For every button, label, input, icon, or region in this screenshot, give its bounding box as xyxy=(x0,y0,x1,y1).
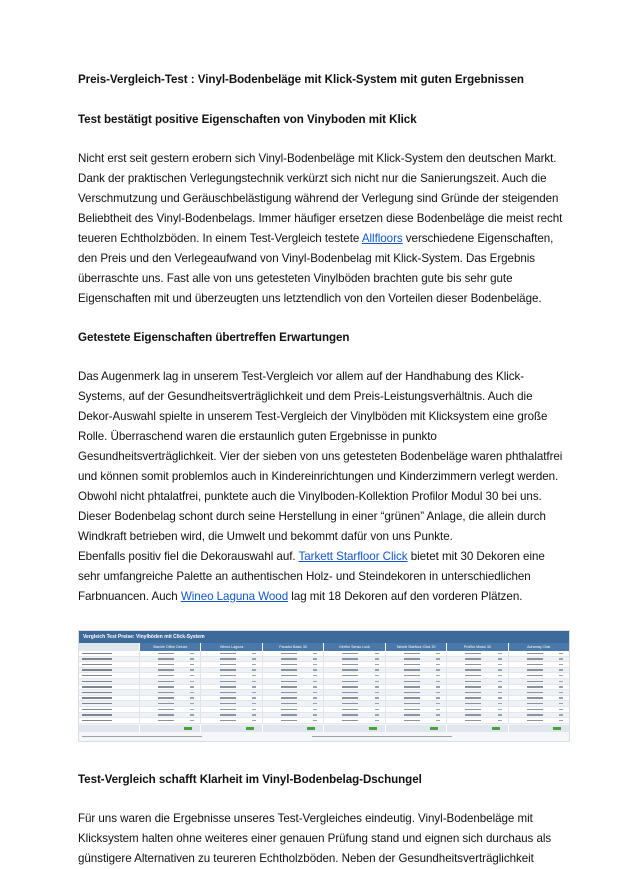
comparison-table-cell xyxy=(508,668,569,673)
comparison-table-row xyxy=(79,718,569,724)
comparison-table-cell xyxy=(385,679,446,684)
comparison-table-image xyxy=(78,630,570,742)
comparison-table-footnote xyxy=(82,734,570,739)
allfloors-link[interactable]: Allfloors xyxy=(361,232,403,245)
comparison-table-cell xyxy=(446,651,507,656)
comparison-table-rows xyxy=(79,651,569,724)
comparison-table-cell xyxy=(262,685,323,690)
comparison-table-cell xyxy=(323,651,384,656)
comparison-table-cell xyxy=(446,696,507,701)
paragraph-intro xyxy=(78,149,570,309)
comparison-table-row-label xyxy=(79,701,139,706)
comparison-table-cell xyxy=(508,707,569,712)
comparison-table-cell xyxy=(262,690,323,695)
comparison-table-cell xyxy=(323,690,384,695)
comparison-table-cell xyxy=(200,651,261,656)
comparison-table-cell xyxy=(446,668,507,673)
comparison-table-cell xyxy=(200,668,261,673)
comparison-table-cell xyxy=(323,679,384,684)
comparison-table-cell xyxy=(139,668,200,673)
comparison-table-row-label xyxy=(79,673,139,678)
comparison-table-cell xyxy=(200,696,261,701)
comparison-table-cell xyxy=(139,685,200,690)
document-title: Preis-Vergleich-Test : Vinyl-Bodenbeläge mit Klick-System mit guten Ergebnissen xyxy=(78,73,524,86)
paragraph-eigenschaften-text-3: bietet mit 30 Dekoren eine sehr umfangreiche Palette an authentischen Holz- und Steindekoren in unterschiedlichen Farbnuancen. Auch xyxy=(78,550,545,603)
comparison-table-cell xyxy=(200,662,261,667)
comparison-table-cell xyxy=(385,657,446,662)
comparison-table-row-label xyxy=(79,685,139,690)
comparison-table-cell xyxy=(446,679,507,684)
section-heading-klarheit: Test-Vergleich schafft Klarheit im Vinyl-Bodenbelag-Dschungel xyxy=(78,773,422,786)
comparison-table-cell xyxy=(385,701,446,706)
comparison-table-cell xyxy=(262,668,323,673)
comparison-table-cell xyxy=(262,718,323,723)
comparison-table-cell xyxy=(139,679,200,684)
comparison-table-cell xyxy=(446,713,507,718)
comparison-table-cell xyxy=(139,707,200,712)
comparison-table-cell xyxy=(323,668,384,673)
comparison-table-cell xyxy=(200,701,261,706)
comparison-table-cell xyxy=(446,707,507,712)
tarkett-starfloor-link[interactable]: Tarkett Starfloor Click xyxy=(298,550,408,563)
comparison-table-cell xyxy=(139,713,200,718)
comparison-table-cell xyxy=(200,690,261,695)
comparison-table-header xyxy=(79,643,569,651)
comparison-table-totals-label xyxy=(79,725,139,732)
comparison-table-cell xyxy=(508,685,569,690)
comparison-table-column: Gerflor Senso Lock xyxy=(323,643,384,651)
comparison-table-cell xyxy=(139,718,200,723)
comparison-table-column: Tarkett Starfloor Click 30 xyxy=(385,643,446,651)
comparison-table-cell xyxy=(323,707,384,712)
comparison-table-cell xyxy=(139,651,200,656)
comparison-table-cell xyxy=(262,679,323,684)
comparison-table-cell xyxy=(385,685,446,690)
comparison-table-cell xyxy=(200,718,261,723)
paragraph-intro-text-2: verschiedene Eigenschaften, den Preis und den Verlegeaufwand von Vinyl-Bodenbelag mit Klick-System. Das Ergebnis überraschte uns. Fast alle von uns getesteten Vinylböden brachten gute bis sehr gute Eigenschaften mit und überzeugten uns letztendlich von den Vorteilen dieser Bodenbeläge. xyxy=(78,232,554,305)
comparison-table-column: Parador Basic 30 xyxy=(262,643,323,651)
paragraph-eigenschaften-text-1: Das Augenmerk lag in unserem Test-Vergleich vor allem auf der Handhabung des Klick-Systems, auf der Gesundheitsverträglichkeit und dem Preis-Leistungsverhältnis. Auch die Dekor-Auswahl spielte in unserem Test-Vergleich der Vinylböden mit Klicksystem eine große Rolle. Überraschend waren die erstaunlich guten Ergebnisse in punkto Gesundheitsverträglichkeit. Vier der sieben von uns getesteten Bodenbeläge waren phthalatfrei und können somit problemlos auch in Kindereinrichtungen und Kinderzimmern verlegt werden. Obwohl nicht phtalatfrei, punktete auch die Vinylboden-Kollektion Profilor Modul 30 bei uns. Dieser Bodenbelag schont durch seine Herstellung in einer “grünen” Anlage, die allein durch Windkraft betrieben wird, die Umwelt und bekommt dafür von uns Punkte. xyxy=(78,370,563,543)
comparison-table-total-cell xyxy=(139,725,200,732)
comparison-table-column: Profilor Modul 30 xyxy=(446,643,507,651)
comparison-table-cell xyxy=(139,673,200,678)
comparison-table-cell xyxy=(508,673,569,678)
comparison-table-cell xyxy=(262,673,323,678)
comparison-table-totals xyxy=(79,725,569,732)
paragraph-intro-text-1: Nicht erst seit gestern erobern sich Vinyl-Bodenbeläge mit Klick-System den deutschen Markt. Dank der praktischen Verlegungstechnik verkürzt sich nicht nur die Sanierungszeit. Auch die Verschmutzung und Geräuschbelästigung während der Verlegung sind Gründe der steigenden Beliebtheit des Vinyl-Bodenbelags. Immer häufiger ersetzen diese Bodenbeläge die meist recht teueren Echtholzböden. In einem Test-Vergleich testete xyxy=(78,152,563,245)
comparison-table-row-label xyxy=(79,713,139,718)
comparison-table-cell xyxy=(262,713,323,718)
comparison-table-cell xyxy=(508,690,569,695)
comparison-table-cell xyxy=(508,718,569,723)
comparison-table-cell xyxy=(508,679,569,684)
comparison-table-cell xyxy=(200,713,261,718)
comparison-table-cell xyxy=(385,651,446,656)
comparison-table-cell xyxy=(385,707,446,712)
comparison-table-row-label xyxy=(79,707,139,712)
comparison-table-row-label xyxy=(79,668,139,673)
comparison-table-cell xyxy=(385,690,446,695)
comparison-table-row-label xyxy=(79,657,139,662)
comparison-table-cell xyxy=(323,685,384,690)
comparison-table-total-cell xyxy=(508,725,569,732)
comparison-table-row-label xyxy=(79,690,139,695)
comparison-table-cell xyxy=(200,685,261,690)
paragraph-eigenschaften-text-4: lag mit 18 Dekoren auf den vorderen Plätzen. xyxy=(288,590,523,603)
paragraph-eigenschaften-text-2: Ebenfalls positiv fiel die Dekorauswahl auf. xyxy=(78,550,299,563)
comparison-table-cell xyxy=(385,696,446,701)
comparison-table-caption: Vergleich Test Preise: Vinylböden mit Click-System xyxy=(79,631,569,643)
comparison-table-cell xyxy=(262,707,323,712)
comparison-table-column: Wineo Laguna xyxy=(200,643,261,651)
comparison-table-total-cell xyxy=(446,725,507,732)
comparison-table-cell xyxy=(323,713,384,718)
paragraph-klarheit: Für uns waren die Ergebnisse unseres Test-Vergleiches eindeutig. Vinyl-Bodenbeläge mit Klicksystem halten ohne weiteres einer genauen Prüfung stand und eignen sich durchaus als günstigere Alternativen zu teureren Echtholzböden. Neben der Gesundheitsverträglichkeit xyxy=(78,812,552,865)
comparison-table-cell xyxy=(385,668,446,673)
comparison-table-cell xyxy=(139,696,200,701)
section-heading-eigenschaften: Getestete Eigenschaften übertreffen Erwartungen xyxy=(78,331,350,344)
comparison-table-total-cell xyxy=(262,725,323,732)
comparison-table-cell xyxy=(139,657,200,662)
comparison-table-cell xyxy=(385,662,446,667)
section-heading-test-bestaetigt: Test bestätigt positive Eigenschaften von Vinyboden mit Klick xyxy=(78,113,417,126)
comparison-table-cell xyxy=(139,690,200,695)
comparison-table-cell xyxy=(323,718,384,723)
comparison-table-header-blank xyxy=(79,643,139,651)
comparison-table-cell xyxy=(262,701,323,706)
wineo-laguna-link[interactable]: Wineo Laguna Wood xyxy=(180,590,289,603)
comparison-table-cell xyxy=(446,701,507,706)
comparison-table-cell xyxy=(323,701,384,706)
comparison-table-cell xyxy=(508,662,569,667)
comparison-table-cell xyxy=(262,657,323,662)
comparison-table-cell xyxy=(139,701,200,706)
comparison-table-cell xyxy=(446,657,507,662)
comparison-table-cell xyxy=(323,673,384,678)
comparison-table-cell xyxy=(508,651,569,656)
comparison-table-cell xyxy=(508,696,569,701)
comparison-table-cell xyxy=(446,662,507,667)
paragraph-eigenschaften xyxy=(78,367,570,607)
comparison-table-cell xyxy=(323,696,384,701)
comparison-table-cell xyxy=(385,673,446,678)
comparison-table-cell xyxy=(385,718,446,723)
comparison-table-cell xyxy=(446,718,507,723)
comparison-table-cell xyxy=(200,707,261,712)
comparison-table-cell xyxy=(323,657,384,662)
comparison-table-cell xyxy=(262,651,323,656)
comparison-table-cell xyxy=(262,662,323,667)
comparison-table-row-label xyxy=(79,718,139,723)
comparison-table-cell xyxy=(446,690,507,695)
comparison-table-row-label xyxy=(79,679,139,684)
comparison-table-cell xyxy=(139,662,200,667)
comparison-table-cell xyxy=(200,673,261,678)
comparison-table-cell xyxy=(262,696,323,701)
comparison-table-total-cell xyxy=(200,725,261,732)
comparison-table-cell xyxy=(508,657,569,662)
comparison-table-cell xyxy=(200,657,261,662)
comparison-table-cell xyxy=(508,701,569,706)
comparison-table-row-label xyxy=(79,696,139,701)
comparison-table-cell xyxy=(200,679,261,684)
comparison-table-row-label xyxy=(79,662,139,667)
comparison-table-total-cell xyxy=(385,725,446,732)
comparison-table-cell xyxy=(385,713,446,718)
comparison-table-cell xyxy=(446,685,507,690)
comparison-table-total-cell xyxy=(323,725,384,732)
comparison-table-cell xyxy=(446,673,507,678)
comparison-table-column: Starcile Office Deluxe xyxy=(139,643,200,651)
comparison-table-cell xyxy=(323,662,384,667)
document-body xyxy=(78,70,570,869)
comparison-table-column: Adramay Click xyxy=(508,643,569,651)
comparison-table-cell xyxy=(508,713,569,718)
comparison-table-row-label xyxy=(79,651,139,656)
